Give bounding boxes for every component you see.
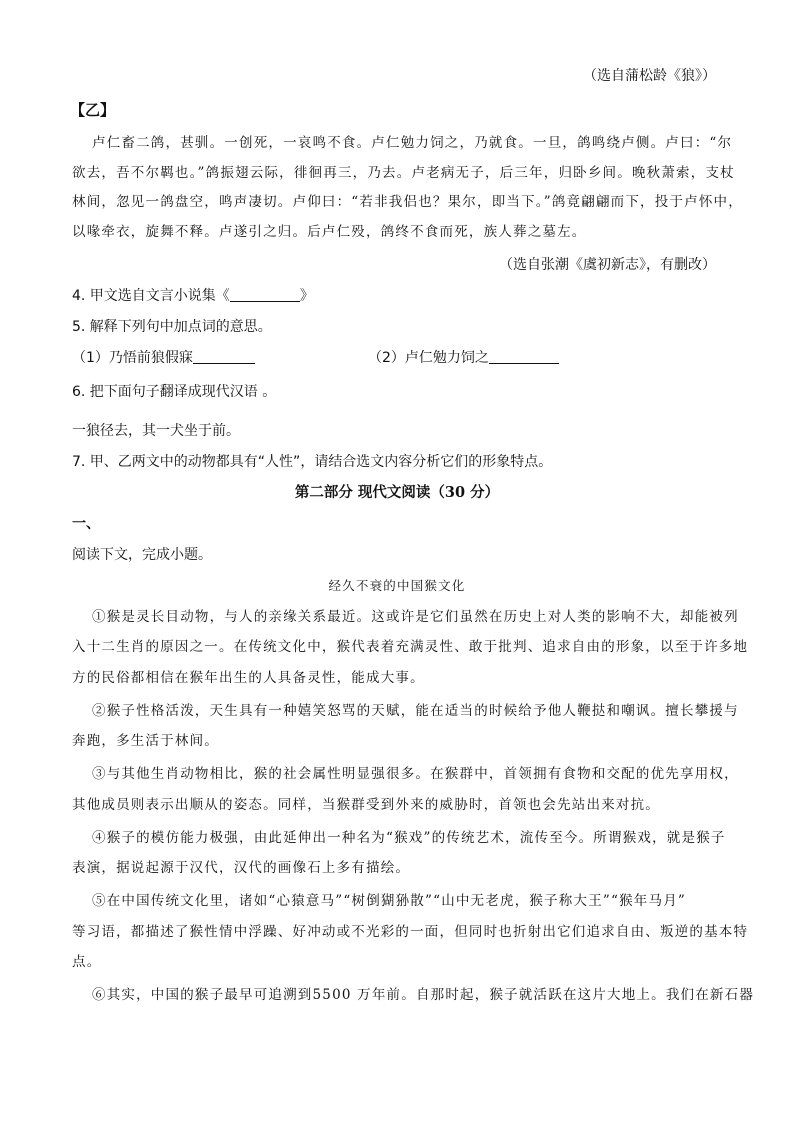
- yi-heading: 【乙】: [70, 101, 116, 119]
- article-line: 等习语，都描述了猴性情中浮躁、好冲动或不光彩的一面，但同时也折射出它们追求自由、叛逆的基本特: [72, 924, 749, 940]
- question-7: 7. 甲、乙两文中的动物都具有“人性”，请结合选文内容分析它们的形象特点。: [72, 454, 553, 470]
- article-line: 其他成员则表示出顺从的姿态。同样，当猴群受到外来的威胁时，首领也会先站出来对抗。: [72, 797, 660, 813]
- article-line: ②猴子性格活泼，天生具有一种嬉笑怒骂的天赋，能在适当的时候给予他人鞭挞和嘲讽。擅长攀援与: [92, 703, 739, 719]
- yi-text-line: 卢仁畜二鸽，甚驯。一创死，一哀鸣不食。卢仁勉力饲之，乃就食。一旦，鸽鸣绕卢侧。卢曰：“尔: [92, 135, 733, 151]
- article-line: ⑤在中国传统文化里，诸如“心猿意马”“树倒猢狲散”“山中无老虎，猴子称大王”“猴年马月”: [92, 893, 687, 909]
- article-line: 点。: [72, 954, 102, 970]
- yi-text-line: 欲去，吾不尔羁也。”鸽振翅云际，徘徊再三，乃去。卢老病无子，后三年，归卧乡间。晚秋萧索，支杖: [72, 165, 735, 181]
- article-title: 经久不衰的中国猴文化: [328, 578, 466, 593]
- question-6-sentence: 一狼径去，其一犬坐于前。: [72, 423, 240, 439]
- q5-2-text: （2）卢仁勉力饲之: [368, 350, 489, 366]
- question-4: [72, 286, 314, 306]
- source-jia: （选自蒲松龄《狼》）: [583, 68, 716, 84]
- yi-text-line: 林间，忽见一鸽盘空，鸣声凄切。卢仰曰：“若非我侣也？果尔，即当下。”鸽竟翩翩而下，投于卢怀中，: [72, 194, 743, 210]
- article-line: ⑥其实，中国的猴子最早可追溯到5500 万年前。自那时起，猴子就活跃在这片大地上。我们在新石器: [92, 987, 755, 1003]
- question-5-1: [72, 348, 255, 368]
- article-line: 奔跑，多生活于林间。: [72, 733, 219, 749]
- q5-1-text: （1）乃悟前狼假寐: [72, 350, 193, 366]
- instruction: 阅读下文，完成小题。: [72, 547, 212, 563]
- source-yi: （选自张潮《虞初新志》，有删改）: [499, 257, 716, 273]
- yi-text-line: 以喙牵衣，旋舞不释。卢遂引之归。后卢仁殁，鸽终不食而死，族人葬之墓左。: [72, 224, 587, 240]
- article-line: ③与其他生肖动物相比，猴的社会属性明显强很多。在猴群中，首领拥有食物和交配的优先享用权，: [92, 766, 739, 782]
- question-5: 5. 解释下列句中加点词的意思。: [72, 319, 272, 335]
- article-line: 方的民俗都相信在猴年出生的人具备灵性，能成大事。: [72, 670, 425, 686]
- question-6: 6. 把下面句子翻译成现代汉语 。: [72, 384, 277, 400]
- q5-1-answer-blank[interactable]: [193, 349, 255, 364]
- q5-2-answer-blank[interactable]: [489, 349, 559, 364]
- section-one: 一、: [72, 516, 100, 532]
- q4-prefix: 4. 甲文选自文言小说集《: [72, 288, 230, 304]
- article-line: ①猴是灵长目动物，与人的亲缘关系最近。这或许是它们虽然在历史上对人类的影响不大，却能被列: [92, 609, 739, 625]
- article-line: ④猴子的模仿能力极强，由此延伸出一种名为“猴戏”的传统艺术，流传至今。所谓猴戏，就是猴子: [92, 830, 726, 846]
- question-5-2: [368, 348, 559, 368]
- q4-suffix: 》: [299, 288, 314, 304]
- q4-answer-blank[interactable]: [230, 287, 300, 302]
- article-line: 表演，据说起源于汉代，汉代的画像石上多有描绘。: [72, 860, 411, 876]
- part2-title: 第二部分 现代文阅读（30 分）: [294, 484, 500, 501]
- article-line: 入十二生肖的原因之一。在传统文化中，猴代表着充满灵性、敢于批判、追求自由的形象，以至于许多地: [72, 639, 749, 655]
